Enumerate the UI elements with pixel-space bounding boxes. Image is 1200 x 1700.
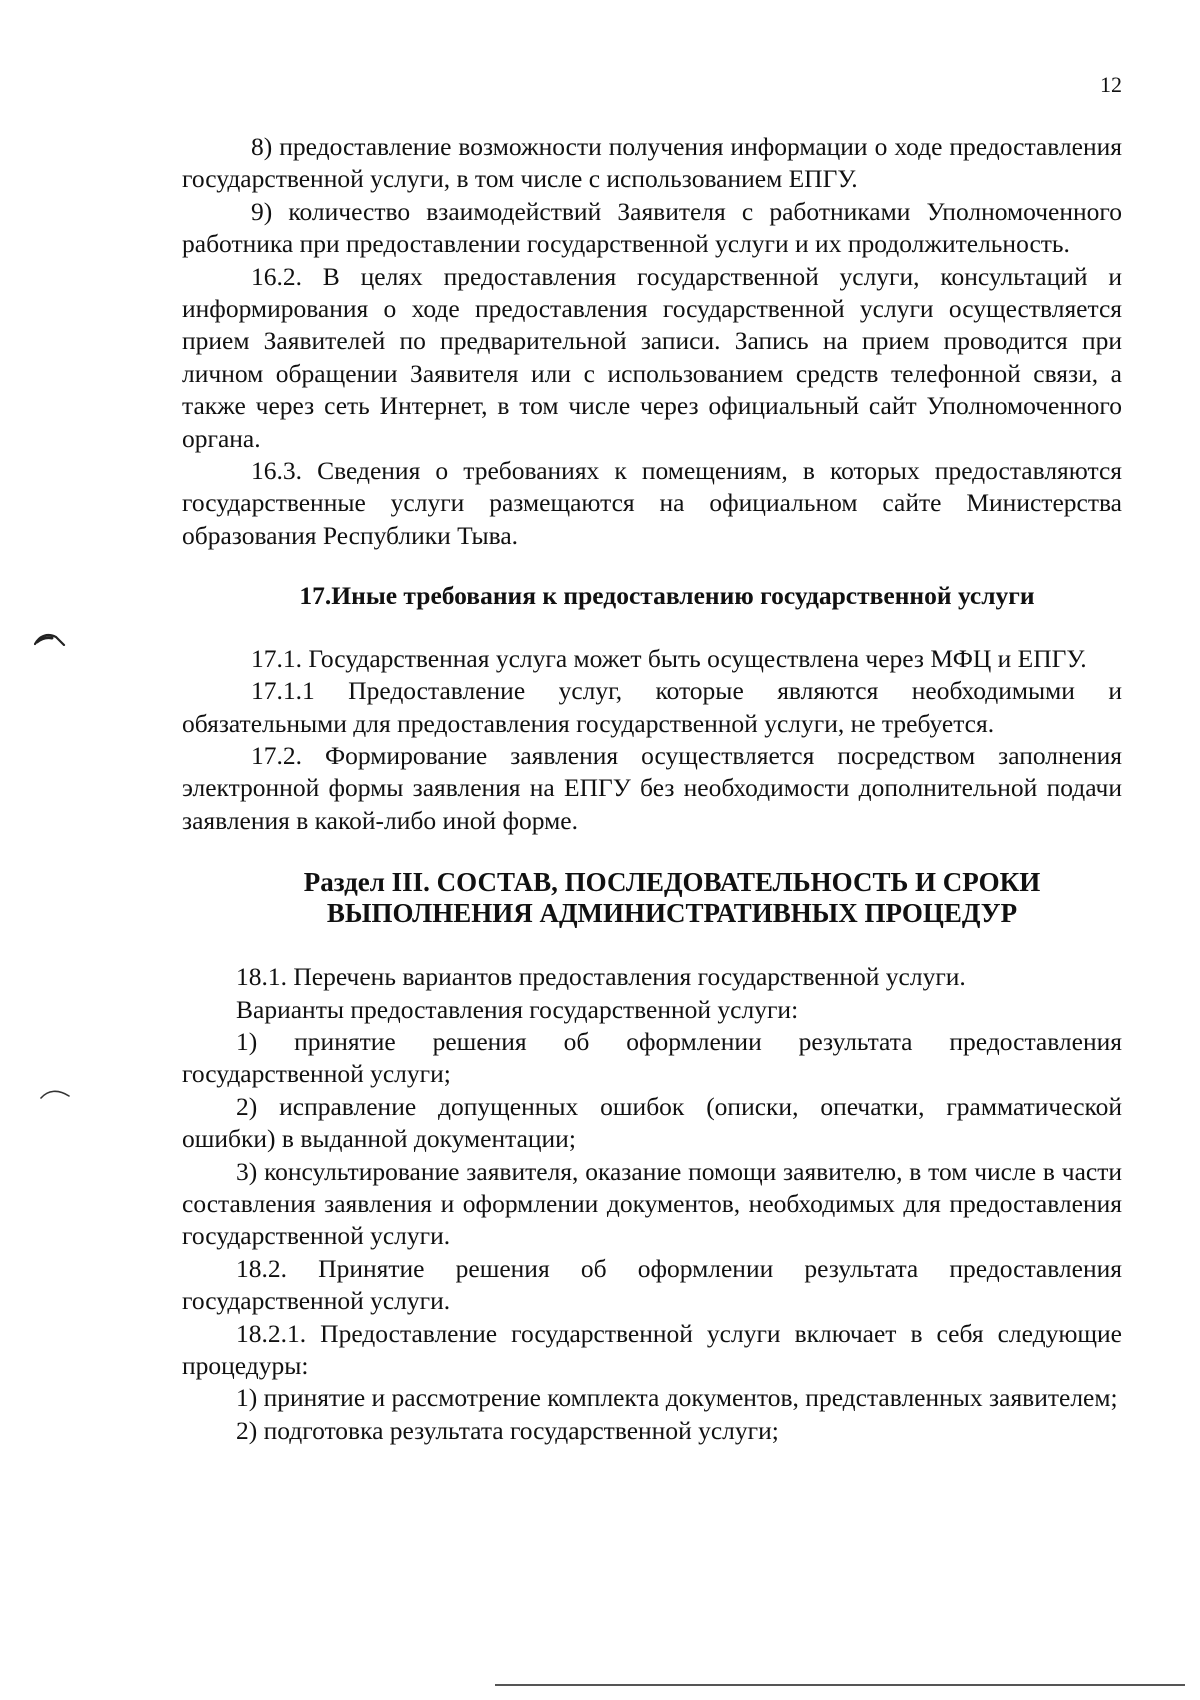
paragraph-18-2: 18.2. Принятие решения об оформлении результата предоставления государственной услуги. xyxy=(182,1253,1122,1316)
paragraph-procedure-2: 2) подготовка результата государственной услуги; xyxy=(236,1415,779,1445)
bottom-rule xyxy=(495,1684,1185,1686)
paragraph-item-9: 9) количество взаимодействий Заявителя с работниками Уполномоченного работника при предоставлении государственной услуги и их продолжительность. xyxy=(182,196,1122,259)
paragraph-17-1-1: 17.1.1 Предоставление услуг, которые являются необходимыми и обязательными для предоставления государственной услуги, не требуется. xyxy=(182,676,1122,738)
paragraph-variant-1: 1) принятие решения об оформлении результата предоставления государственной услуги; xyxy=(182,1026,1122,1089)
paragraph-variants-intro: Варианты предоставления государственной услуги: xyxy=(236,994,799,1024)
section-heading-line-1: Раздел III. СОСТАВ, ПОСЛЕДОВАТЕЛЬНОСТЬ И СРОКИ xyxy=(303,867,1041,898)
scan-mark xyxy=(34,632,66,646)
paragraph-18-2-1: 18.2.1. Предоставление государственной услуги включает в себя следующие процедуры: xyxy=(182,1318,1122,1380)
paragraph-item-8: 8) предоставление возможности получения информации о ходе предоставления государственной услуги, в том числе с использованием ЕПГУ. xyxy=(182,132,1122,194)
section-heading-line-2: ВЫПОЛНЕНИЯ АДМИНИСТРАТИВНЫХ ПРОЦЕДУР xyxy=(326,898,1018,929)
paragraph-17-2: 17.2. Формирование заявления осуществляется посредством заполнения электронной формы заявления на ЕПГУ без необходимости дополнительной подачи заявления в какой-либо иной форме. xyxy=(182,740,1122,835)
paragraph-16-3: 16.3. Сведения о требованиях к помещениям, в которых предоставляются государственные услуги размещаются на официальном сайте Министерства образования Республики Тыва. xyxy=(182,456,1122,550)
paragraph-18-1: 18.1. Перечень вариантов предоставления государственной услуги. xyxy=(236,962,966,992)
document-body xyxy=(182,131,1122,1447)
page-number: 12 xyxy=(1100,72,1122,97)
paragraph-16-2: 16.2. В целях предоставления государственной услуги, консультаций и информирования о ходе предоставления государственной услуги осуществляется прием Заявителей по предварительной записи. Запись на прием проводится при личном обращении Заявителя или с использованием средств телефонной связи, а также через сеть Интернет, в том числе через официальный сайт Уполномоченного органа. xyxy=(182,261,1122,453)
section-heading xyxy=(182,867,1122,929)
paragraph-procedure-1: 1) принятие и рассмотрение комплекта документов, представленных заявителем; xyxy=(236,1383,1118,1413)
paragraph-17-1: 17.1. Государственная услуга может быть осуществлена через МФЦ и ЕПГУ. xyxy=(251,643,1087,673)
scan-mark-small xyxy=(40,1088,70,1100)
heading-17: 17.Иные требования к предоставлению государственной услуги xyxy=(299,581,1035,611)
paragraph-variant-2: 2) исправление допущенных ошибок (описки, опечатки, грамматической ошибки) в выданной документации; xyxy=(182,1091,1122,1154)
paragraph-variant-3: 3) консультирование заявителя, оказание помощи заявителю, в том числе в части составления заявления и оформлении документов, необходимых для предоставления государственной услуги. xyxy=(182,1156,1122,1251)
